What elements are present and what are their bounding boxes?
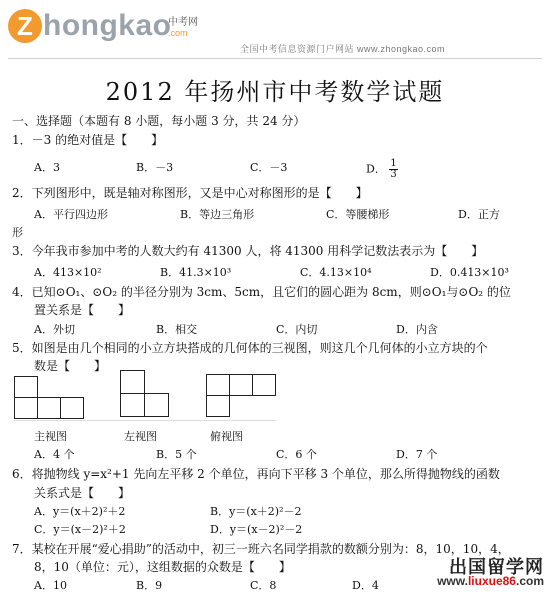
logo-side: [168, 18, 198, 38]
logo-side-cn: 中考网: [168, 17, 198, 28]
left-view-cube: [120, 370, 145, 394]
q6-option-a: A．y＝(x＋2)²＋2: [34, 505, 126, 518]
q2-option-b: B．等边三角形: [180, 208, 255, 221]
q1-option-c: C．－3: [250, 161, 288, 174]
question-1-stem: 1．－3 的绝对值是【 】: [12, 133, 164, 147]
watermark-url-prefix: www.: [437, 574, 468, 588]
q6-option-b: B．y＝(x＋2)²－2: [210, 505, 302, 518]
q4-option-d: D．内含: [396, 323, 438, 336]
watermark-url-suffix: .com: [515, 574, 544, 588]
front-view-cube: [60, 397, 84, 419]
watermark-url-brand: liuxue86: [467, 574, 516, 588]
q1-option-a: A．3: [34, 161, 60, 174]
top-view-cube: [206, 374, 230, 396]
question-5-stem: 5．如图是由几个相同的小立方块搭成的几何体的三视图，则这几个几何体的小立方块的个: [12, 341, 488, 355]
watermark-url: [437, 574, 544, 588]
q3-option-a: A．413×10²: [34, 266, 102, 279]
q5-option-d: D．7 个: [396, 448, 438, 461]
front-view-cube: [14, 397, 38, 419]
logo-letter: Z: [8, 9, 42, 43]
question-3-stem: 3．今年我市参加中考的人数大约有 41300 人，将 41300 用科学记数法表示为【 】: [12, 244, 484, 258]
q4-option-c: C．内切: [276, 323, 318, 336]
q1-option-d-label: D．: [366, 162, 386, 176]
q6-option-c: C．y＝(x－2)²＋2: [34, 523, 126, 536]
q7-option-a: A．10: [34, 579, 67, 592]
front-view-label: 主视图: [34, 431, 67, 443]
left-view-label: 左视图: [124, 431, 157, 443]
site-tagline: 全国中考信息资源门户网站 www.zhongkao.com: [240, 44, 446, 54]
q2-option-d: D．正方: [458, 208, 500, 221]
question-6-stem-line2: 关系式是【 】: [34, 486, 131, 500]
q6-option-d: D．y＝(x－2)²－2: [210, 523, 303, 536]
top-view-cube: [229, 374, 253, 396]
views-baseline: [14, 420, 276, 421]
q7-option-d: D．4: [352, 579, 379, 592]
question-5-stem-line2: 数是【 】: [34, 359, 107, 373]
section-heading: 一、选择题（本题有 8 小题，每小题 3 分，共 24 分）: [12, 114, 306, 128]
fraction-denominator: 3: [390, 169, 397, 180]
header-divider: [8, 58, 542, 59]
q7-option-b: B．9: [136, 579, 163, 592]
q3-option-b: B．41.3×10³: [160, 266, 232, 279]
front-view-cube: [37, 397, 61, 419]
watermark-title: 出国留学网: [449, 557, 544, 577]
q1-fraction: [389, 159, 397, 180]
page-title: 2012 年扬州市中考数学试题: [105, 78, 445, 106]
fraction-numerator: 1: [390, 158, 397, 169]
q1-option-d: [366, 159, 398, 180]
q2-option-c: C．等腰梯形: [326, 208, 390, 221]
question-4-stem-line2: 置关系是【 】: [34, 303, 131, 317]
q3-option-c: C．4.13×10⁴: [300, 266, 372, 279]
q2-option-a: A．平行四边形: [34, 208, 108, 221]
q1-option-b: B．－3: [136, 161, 174, 174]
q4-option-b: B．相交: [156, 323, 198, 336]
q7-option-c: C．8: [250, 579, 277, 592]
top-view-cube: [206, 395, 230, 417]
top-view-label: 俯视图: [210, 431, 243, 443]
q5-option-c: C．6 个: [276, 448, 317, 461]
q3-option-d: D．0.413×10³: [430, 266, 509, 279]
q2-wrap: 形: [12, 226, 23, 239]
question-7-stem-line2: 8，10（单位：元），这组数据的众数是【 】: [34, 560, 291, 574]
q5-option-b: B．5 个: [156, 448, 197, 461]
question-6-stem: 6．将抛物线 y=x²+1 先向左平移 2 个单位，再向下平移 3 个单位，那么所得抛物线的函数: [12, 467, 500, 481]
logo-text: hongkao: [43, 9, 172, 42]
left-view-cube: [144, 393, 169, 417]
zhongkao-logo: [8, 8, 172, 44]
q4-option-a: A．外切: [34, 323, 75, 336]
question-7-stem: 7．某校在开展“爱心捐助”的活动中，初三一班六名同学捐款的数额分别为：8，10，10，4，: [12, 542, 510, 556]
question-4-stem: 4．已知⊙O₁、⊙O₂ 的半径分别为 3cm、5cm，且它们的圆心距为 8cm，则⊙O₁与⊙O₂ 的位: [12, 285, 511, 299]
watermark: [437, 557, 544, 588]
q5-option-a: A．4 个: [34, 448, 75, 461]
top-view-cube: [252, 374, 276, 396]
question-2-stem: 2．下列图形中，既是轴对称图形，又是中心对称图形的是【 】: [12, 186, 368, 200]
front-view-cube: [14, 376, 38, 398]
left-view-cube: [120, 393, 145, 417]
logo-side-domain: .com: [168, 28, 188, 38]
